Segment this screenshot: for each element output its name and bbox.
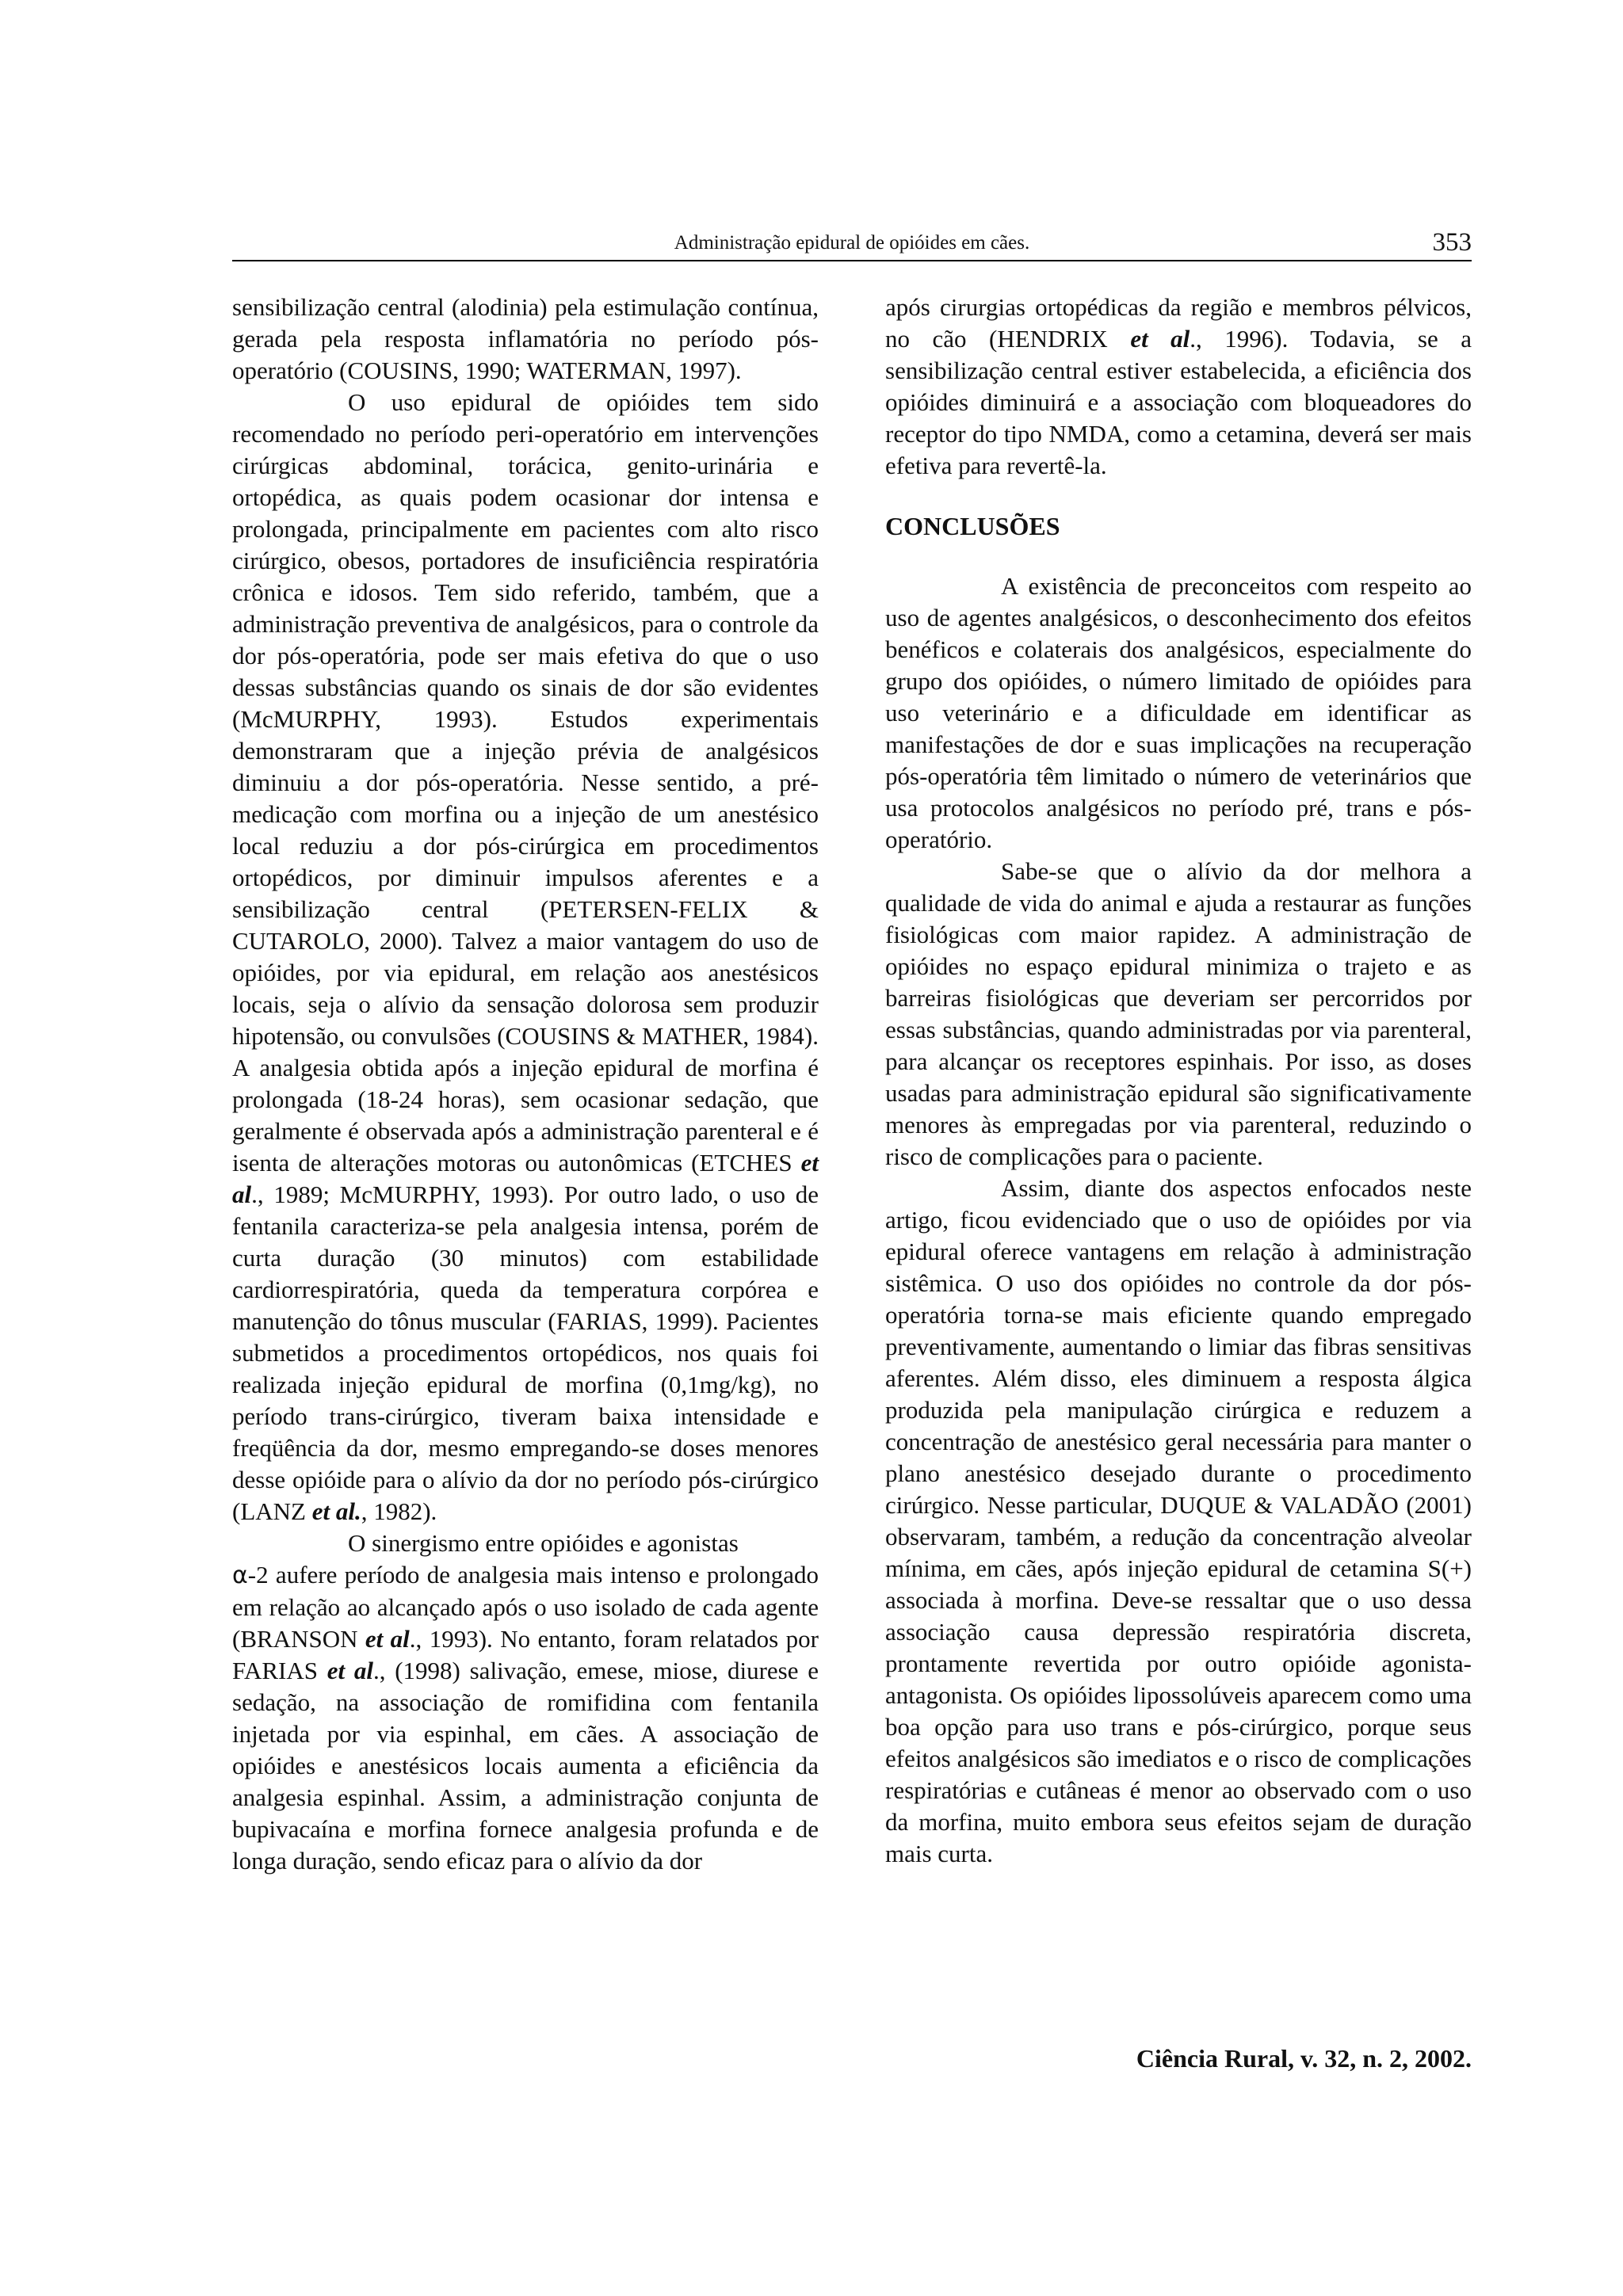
journal-footer: Ciência Rural, v. 32, n. 2, 2002. [1136,2044,1472,2073]
right-paragraph-1-text-a: após cirurgias ortopédicas da região e membros pélvicos, no cão (HENDRIX [885,293,1472,353]
alpha-symbol: α [232,1562,248,1589]
citation-branson-et-al: et al [365,1625,410,1653]
right-paragraph-4: Assim, diante dos aspectos enfocados neste artigo, ficou evidenciado que o uso de opióides por via epidural oferece vantagens em relação à administração sistêmica. O uso dos opióides no controle da dor pós-operatória torna-se mais eficiente quando empregado preventivamente, aumentando o limiar das fibras sensitivas aferentes. Além disso, eles diminuem a resposta álgica produzida pela manipulação cirúrgica e reduzem a concentração de anestésico geral necessária para manter o plano anestésico desejado durante o procedimento cirúrgico. Nesse particular, DUQUE & VALADÃO (2001) observaram, também, a redução da concentração alveolar mínima, em cães, após injeção epidural de cetamina S(+) associada à morfina. Deve-se ressaltar que o uso dessa associação causa depressão respiratória discreta, prontamente revertida por outro opióide agonista-antagonista. Os opióides lipossolúveis aparecem como uma boa opção para uso trans e pós-cirúrgico, porque seus efeitos analgésicos são imediatos e o risco de complicações respiratórias e cutâneas é menor ao observado com o uso da morfina, muito embora seus efeitos sejam de duração mais curta. [885,1174,1472,1867]
running-header [232,228,1472,261]
left-paragraph-3-text-d: ., (1998) salivação, emese, miose, diurese e sedação, na associação de romifidina com fentanila injetada por via espinhal, em cães. A associação de opióides e anestésicos locais aumenta a eficiência da analgesia espinhal. Assim, a administração conjunta de bupivacaína e morfina fornece analgesia profunda e de longa duração, sendo eficaz para o alívio da dor [232,1657,819,1875]
left-paragraph-2-text-c: , 1982). [361,1497,437,1525]
left-paragraph-1: sensibilização central (alodinia) pela estimulação contínua, gerada pela resposta inflamatória no período pós-operatório (COUSINS, 1990; WATERMAN, 1997). [232,293,819,384]
left-paragraph-3-text-a: O sinergismo entre opióides e agonistas [348,1529,739,1557]
left-paragraph-3-text-c: ., 1993). No entanto, foram relatados por FARIAS [232,1625,819,1684]
right-paragraph-1-text-b: ., 1996). Todavia, se a sensibilização central estiver estabelecida, a eficiência dos opióides diminuirá e a associação com bloqueadores do receptor do tipo NMDA, como a cetamina, deverá ser mais efetiva para revertê-la. [885,325,1472,479]
citation-lanz-et-al: et al. [311,1497,361,1525]
left-paragraph-2-text-a: O uso epidural de opióides tem sido recomendado no período peri-operatório em intervenções cirúrgicas abdominal, torácica, genito-urinária e ortopédica, as quais podem ocasionar dor intensa e prolongada, principalmente em pacientes com alto risco cirúrgico, obesos, portadores de insuficiência respiratória crônica e idosos. Tem sido referido, também, que a administração preventiva de analgésicos, para o controle da dor pós-operatória, pode ser mais efetiva do que o uso dessas substâncias quando os sinais de dor são evidentes (McMURPHY, 1993). Estudos experimentais demonstraram que a injeção prévia de analgésicos diminuiu a dor pós-operatória. Nesse sentido, a pré-medicação com morfina ou a injeção de um anestésico local reduziu a dor pós-cirúrgica em procedimentos ortopédicos, por diminuir impulsos aferentes e a sensibilização central (PETERSEN-FELIX & CUTAROLO, 2000). Talvez a maior vantagem do uso de opióides, por via epidural, em relação aos anestésicos locais, seja o alívio da sensação dolorosa sem produzir hipotensão, ou convulsões (COUSINS & MATHER, 1984). A analgesia obtida após a injeção epidural de morfina é prolongada (18-24 horas), sem ocasionar sedação, que geralmente é observada após a administração parenteral e é isenta de alterações motoras ou autonômicas (ETCHES [232,388,819,1177]
right-paragraph-3: Sabe-se que o alívio da dor melhora a qualidade de vida do animal e ajuda a restaurar as funções fisiológicas com maior rapidez. A administração de opióides no espaço epidural minimiza o trajeto e as barreiras fisiológicas que deveriam ser percorridos por essas substâncias, quando administradas por via parenteral, para alcançar os receptores espinhais. Por isso, as doses usadas para administração epidural são significativamente menores às empregadas por via parenteral, reduzindo o risco de complicações para o paciente. [885,857,1472,1170]
right-column [885,292,1472,1870]
running-title: Administração epidural de opióides em cães. [674,232,1030,254]
left-column [232,292,819,1877]
citation-farias-et-al: et al [327,1657,373,1684]
citation-etches-et-al: et al [232,1149,819,1208]
right-paragraph-2: A existência de preconceitos com respeito ao uso de agentes analgésicos, o desconhecimento dos efeitos benéficos e colaterais dos analgésicos, especialmente do grupo dos opióides, o número limitado de opióides para uso veterinário e a dificuldade em identificar as manifestações de dor e suas implicações na recuperação pós-operatória têm limitado o número de veterinários que usa protocolos analgésicos no período pré, trans e pós-operatório. [885,572,1472,853]
section-heading-conclusoes: CONCLUSÕES [885,512,1060,540]
left-paragraph-2-text-b: ., 1989; McMURPHY, 1993). Por outro lado, o uso de fentanila caracteriza-se pela analgesia intensa, porém de curta duração (30 minutos) com estabilidade cardiorrespiratória, queda da temperatura corpórea e manutenção do tônus muscular (FARIAS, 1999). Pacientes submetidos a procedimentos ortopédicos, nos quais foi realizada injeção epidural de morfina (0,1mg/kg), no período trans-cirúrgico, tiveram baixa intensidade e freqüência da dor, mesmo empregando-se doses menores desse opióide para o alívio da dor no período pós-cirúrgico (LANZ [232,1180,819,1525]
page-number: 353 [1432,228,1472,257]
citation-hendrix-et-al: et al [1130,325,1190,353]
right-paragraph-1 [885,292,1472,482]
left-paragraph-2 [232,387,819,1527]
left-paragraph-3-text-b: -2 aufere período de analgesia mais intenso e prolongado em relação ao alcançado após o uso isolado de cada agente (BRANSON [232,1561,819,1653]
left-paragraph-3 [232,1527,819,1877]
